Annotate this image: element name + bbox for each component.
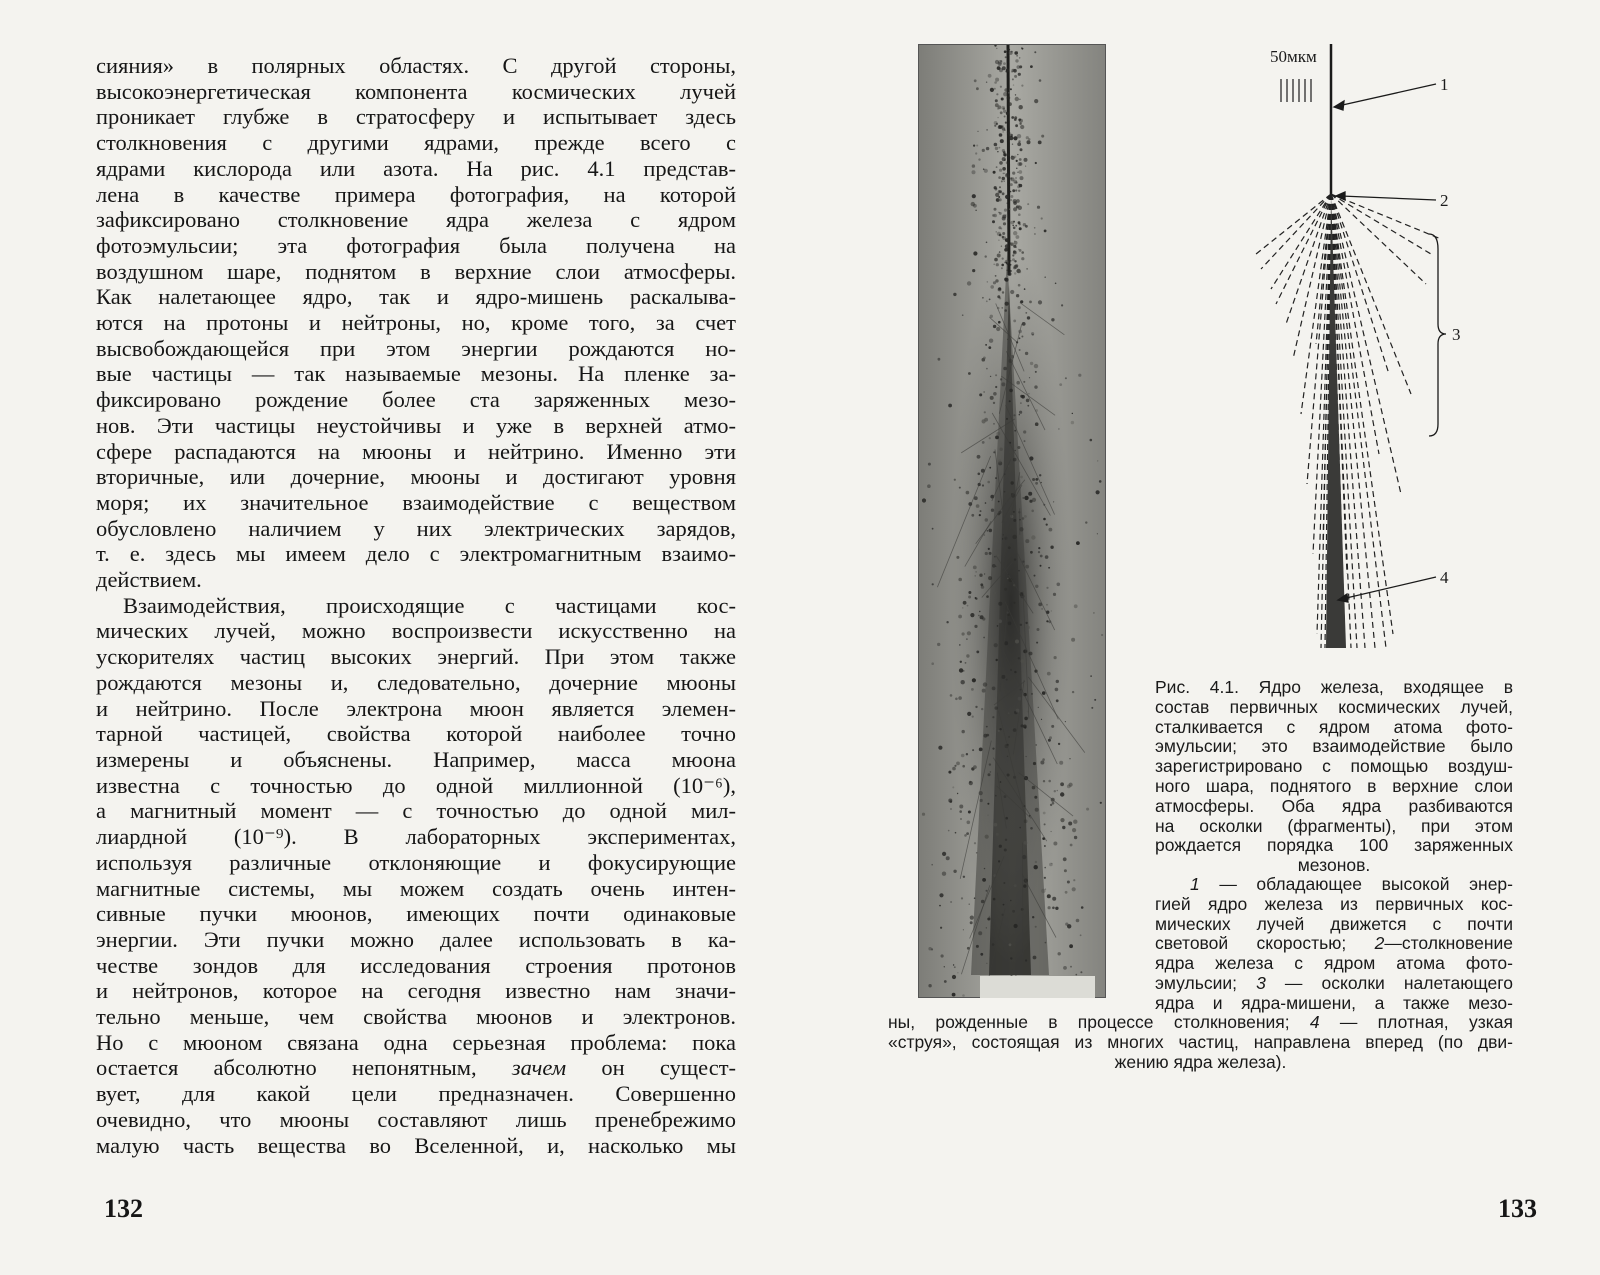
legend-line: [1155, 974, 1513, 994]
text-line: ядрами кислорода или азота. На рис. 4.1 представ-: [96, 155, 736, 181]
right-page: [800, 0, 1600, 1275]
emulsion-photograph: [918, 44, 1106, 998]
caption-line: эмульсии; это взаимодействие было: [1155, 736, 1513, 757]
text-line: энергии. Эти пучки можно далее использовать в ка-: [96, 926, 736, 952]
text-line: ются на протоны и нейтроны, но, кроме того, за счет: [96, 310, 736, 336]
text-line: используя различные отклоняющие и фокусирующие: [96, 849, 736, 875]
legend-text: эмульсии;: [1155, 972, 1238, 993]
figure-legend-continued: [888, 1013, 1513, 1072]
figure-caption: [1155, 678, 1513, 876]
text-line: действием.: [96, 567, 202, 593]
line-tail: он сущест-: [601, 1055, 737, 1081]
text-line: честве зондов для исследования строения протонов: [96, 952, 736, 978]
text-line: мических лучей, можно воспроизвести искусственно на: [96, 618, 736, 644]
legend-line: ядра и ядра-мишени, а также мезо-: [1155, 992, 1513, 1013]
dense-jet: [1326, 194, 1346, 648]
fragment-tracks: [1256, 194, 1441, 648]
legend-text: — осколки налетающего: [1284, 972, 1513, 993]
text-line: фотоэмульсии; эта фотография была получена на: [96, 232, 736, 258]
diagram-label-2: 2: [1440, 191, 1449, 210]
text-line: обусловлено наличием у них электрических зарядов,: [96, 515, 736, 541]
text-line: малую часть вещества во Вселенной, и, насколько мы: [96, 1132, 736, 1158]
text-line: а магнитный момент — с точностью до одной мил-: [96, 798, 736, 824]
text-line: высокоэнергетическая компонента космических лучей: [96, 78, 736, 104]
text-line: т. е. здесь мы имеем дело с электромагнитным взаимо-: [96, 541, 736, 567]
text-line: вует, для какой цели предназначен. Совершенно: [96, 1081, 736, 1107]
text-line: зафиксировано столкновение ядра железа с ядром: [96, 207, 736, 233]
line-head: остается абсолютно непонятным,: [96, 1055, 477, 1081]
scale-bar: [980, 976, 1095, 998]
legend-text: — плотная, узкая: [1339, 1012, 1513, 1032]
legend-number: 2: [1374, 933, 1385, 954]
text-line: и нейтрино. После электрона мюон является элемен-: [96, 695, 736, 721]
legend-line: «струя», состоящая из многих частиц, направлена вперед (по дви-: [888, 1031, 1513, 1052]
body-text: [96, 53, 736, 1158]
caption-line: рождается порядка 100 заряженных: [1155, 835, 1513, 856]
legend-line: [888, 1013, 1513, 1033]
legend-line: [1155, 875, 1513, 895]
text-line: измерены и объяснены. Например, масса мюона: [96, 746, 736, 772]
caption-line: сталкивается с ядром атома фото-: [1155, 716, 1513, 737]
text-line: сфере распадаются на мюоны и нейтрино. Именно эти: [96, 438, 736, 464]
legend-line: [1155, 934, 1513, 954]
text-line: сивные пучки мюонов, имеющих почти одинаковые: [96, 901, 736, 927]
text-line: вторичные, или дочерние, мюоны и достигают уровня: [96, 464, 736, 490]
legend-line: мических лучей движется с почти: [1155, 913, 1513, 934]
diagram-label-1: 1: [1440, 75, 1449, 94]
legend-line: гией ядро железа из первичных кос-: [1155, 893, 1513, 914]
legend-number: 4: [1309, 1012, 1320, 1032]
text-line: проникает глубже в стратосферу и испытывает здесь: [96, 104, 736, 130]
text-line: сияния» в полярных областях. С другой стороны,: [96, 53, 736, 78]
text-line: нов. Эти частицы неустойчивы и уже в верхней атмо-: [96, 412, 736, 438]
legend-text: — обладающее высокой энер-: [1219, 874, 1513, 894]
photograph-image: [919, 45, 1105, 997]
text-line: известна с точностью до одной миллионной (10⁻⁶),: [96, 772, 736, 798]
text-line: рождаются мезоны и, следовательно, дочерние мюоны: [96, 669, 736, 695]
diagram-label-3: 3: [1452, 325, 1461, 344]
page-number: 132: [104, 1194, 143, 1223]
legend-line: ядра железа с ядром атома фото-: [1155, 953, 1513, 974]
caption-line: на осколки (фрагменты), при этом: [1155, 815, 1513, 836]
text-line: Взаимодействия, происходящие с частицами кос-: [123, 592, 736, 618]
text-line: Как налетающее ядро, так и ядро-мишень раскалыва-: [96, 284, 736, 310]
text-line-with-italic: [96, 1055, 736, 1081]
text-line: Но с мюоном связана одна серьезная проблема: пока: [96, 1029, 736, 1055]
text-line: высвобождающейся при этом энергии рождаются но-: [96, 335, 736, 361]
text-line: ускорителях частиц высоких энергий. При этом также: [96, 644, 736, 670]
scale-label: 50мкм: [1270, 47, 1317, 66]
legend-text: ны, рожденные в процессе столкновения;: [888, 1012, 1290, 1032]
caption-line: состав первичных космических лучей,: [1155, 696, 1513, 717]
text-line: моря; их значительное взаимодействие с веществом: [96, 489, 736, 515]
paragraph-2: [96, 593, 736, 1158]
caption-line: зарегистрировано с помощью воздуш-: [1155, 756, 1513, 777]
text-line: и нейтронов, которое на сегодня известно нам значи-: [96, 978, 736, 1004]
caption-line: мезонов.: [1297, 855, 1371, 876]
caption-line: ного шара, поднятого в верхние слои: [1155, 775, 1513, 796]
legend-text: световой скоростью;: [1155, 933, 1347, 954]
diagram-label-4: 4: [1440, 568, 1449, 587]
caption-line: атмосферы. Оба ядра разбиваются: [1155, 795, 1513, 816]
legend-number: 1: [1190, 874, 1200, 894]
diagram-svg: [1246, 44, 1496, 664]
text-line: столкновения с другими ядрами, прежде всего с: [96, 130, 736, 156]
text-line: вые частицы — так называемые мезоны. На пленке за-: [96, 361, 736, 387]
fragmentation-diagram: [1246, 44, 1496, 664]
figure-legend: [1155, 875, 1513, 1014]
text-line: лиардной (10⁻⁹). В лабораторных экспериментах,: [96, 824, 736, 850]
text-line: магнитные системы, мы можем создать очень интен-: [96, 875, 736, 901]
page-number: 133: [1498, 1194, 1537, 1223]
scale-ticks: [1281, 79, 1311, 102]
legend-line: жению ядра железа).: [1114, 1051, 1287, 1072]
italic-word: зачем: [511, 1055, 567, 1081]
text-line: воздушном шаре, поднятом в верхние слои атмосферы.: [96, 258, 736, 284]
text-line: очевидно, что мюоны составляют лишь пренебрежимо: [96, 1106, 736, 1132]
legend-number: 3: [1256, 972, 1266, 993]
caption-line: Рис. 4.1. Ядро железа, входящее в: [1155, 677, 1513, 697]
text-line: тельно меньше, чем свойства мюонов и электронов.: [96, 1004, 736, 1030]
text-line: тарной частицей, свойства которой наиболее точно: [96, 721, 736, 747]
paragraph-1: [96, 53, 736, 593]
text-line: фиксировано рождение более ста заряженных мезо-: [96, 387, 736, 413]
text-line: лена в качестве примера фотография, на которой: [96, 181, 736, 207]
legend-text: —столкновение: [1384, 933, 1513, 954]
